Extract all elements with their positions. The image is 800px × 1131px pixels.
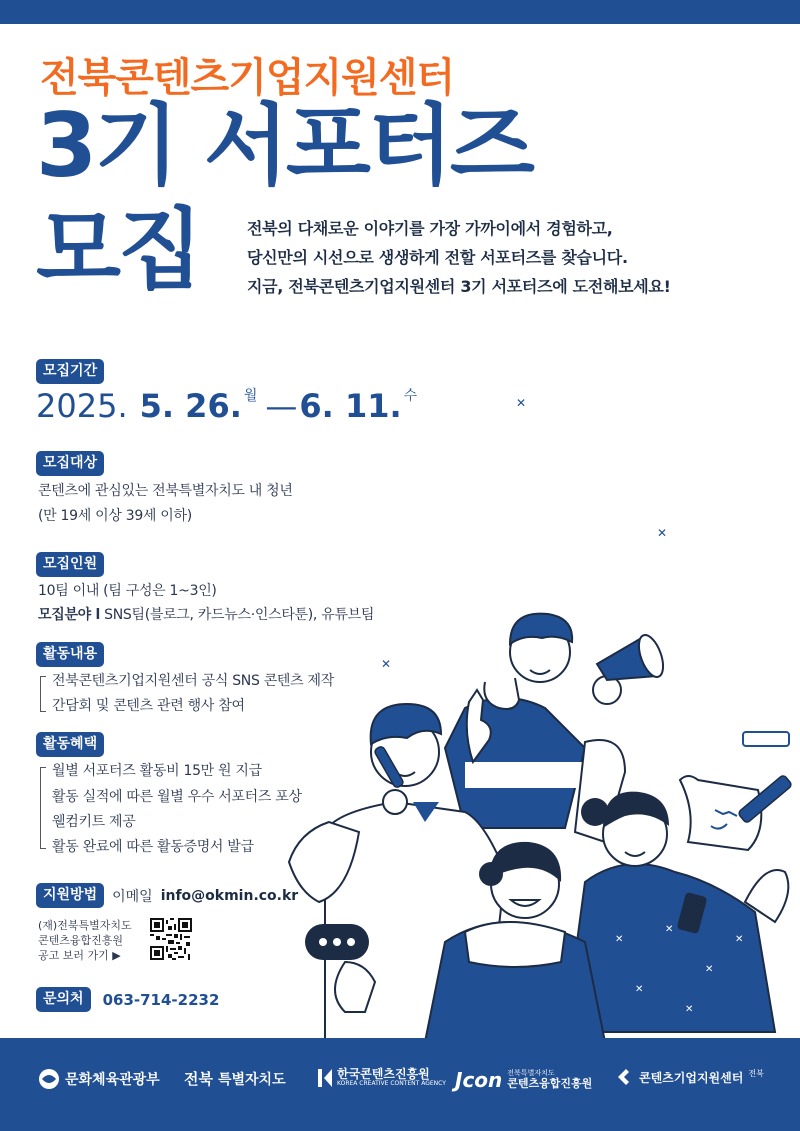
kocca-logo bbox=[318, 1068, 446, 1088]
svg-text:✕: ✕ bbox=[705, 964, 714, 975]
main-title-line2: 모집 bbox=[36, 198, 201, 301]
center-logo-text: 콘텐츠기업지원센터 bbox=[639, 1070, 744, 1085]
qr-caption-line: (재)전북특별자치도 bbox=[38, 919, 132, 932]
period-start: 5. 26. bbox=[139, 387, 242, 425]
recruit-badge: 모집인원 bbox=[36, 552, 104, 577]
activity-badge: 활동내용 bbox=[36, 642, 104, 667]
svg-text:✕: ✕ bbox=[635, 984, 644, 995]
benefit-item: 월별 서포터즈 활동비 15만 원 지급 bbox=[52, 763, 262, 779]
ministry-logo-icon bbox=[38, 1068, 60, 1090]
period-badge: 모집기간 bbox=[36, 359, 104, 384]
mcst-logo-text: 문화체육관광부 bbox=[65, 1072, 160, 1088]
apply-email-link[interactable]: info@okmin.co.kr bbox=[160, 887, 299, 904]
center-logo-icon bbox=[616, 1068, 634, 1086]
jcon-logo-icon: Jcon bbox=[455, 1068, 503, 1092]
svg-text:✕: ✕ bbox=[665, 924, 674, 935]
qr-link[interactable]: 공고 보러 가기 ▶ bbox=[38, 949, 121, 962]
intro-line: 당신만의 시선으로 생생하게 전할 서포터즈를 찾습니다. bbox=[247, 248, 628, 267]
x-mark-icon: ✕ bbox=[516, 396, 527, 410]
svg-text:✕: ✕ bbox=[685, 1004, 694, 1015]
top-bar bbox=[0, 0, 800, 24]
benefit-item: 활동 완료에 따른 활동증명서 발급 bbox=[52, 839, 254, 855]
benefits-bracket bbox=[40, 767, 41, 849]
recruit-period bbox=[36, 385, 417, 425]
activity-item: 간담회 및 콘텐츠 관련 행사 참여 bbox=[52, 698, 245, 714]
period-dash: — bbox=[265, 387, 298, 425]
recruit-count: 10팀 이내 (팀 구성은 1~3인) bbox=[38, 583, 217, 599]
main-title: 3기 서포터즈 bbox=[36, 94, 532, 197]
apply-row bbox=[36, 883, 298, 908]
qr-code-icon[interactable] bbox=[150, 918, 192, 960]
period-end-dow: 수 bbox=[403, 388, 418, 404]
center-logo bbox=[616, 1068, 764, 1086]
jeonbuk-logo bbox=[184, 1068, 286, 1089]
target-line: 콘텐츠에 관심있는 전북특별자치도 내 청년 bbox=[38, 483, 293, 499]
target-line: (만 19세 이상 39세 이하) bbox=[38, 508, 192, 524]
apply-badge: 지원방법 bbox=[36, 883, 104, 908]
contact-row bbox=[36, 987, 219, 1012]
center-logo-sub: 전북 bbox=[748, 1068, 764, 1078]
jcon-logo-small: 전북특별자치도 bbox=[507, 1069, 555, 1078]
mcst-logo bbox=[38, 1068, 160, 1090]
jeonbuk-logo-mark: 전북 bbox=[184, 1070, 213, 1088]
contact-badge: 문의처 bbox=[36, 987, 91, 1012]
supporters-illustration bbox=[285, 612, 800, 1038]
recruit-field-label: 모집분야 l bbox=[38, 607, 100, 623]
apply-method: 이메일 bbox=[112, 888, 153, 905]
jcon-logo-text: 콘텐츠융합진흥원 bbox=[507, 1076, 593, 1090]
intro-text bbox=[247, 214, 787, 301]
contact-phone[interactable]: 063-714-2232 bbox=[102, 990, 220, 1009]
intro-line: 지금, 전북콘텐츠기업지원센터 3기 서포터즈에 도전해보세요! bbox=[247, 277, 671, 296]
qr-caption-line: 콘텐츠융합진흥원 bbox=[38, 934, 124, 947]
kocca-logo-text: 한국콘텐츠진흥원 bbox=[337, 1067, 430, 1081]
period-year: 2025. bbox=[36, 387, 128, 425]
activity-bracket bbox=[40, 676, 41, 712]
x-mark-icon: ✕ bbox=[657, 526, 668, 540]
kocca-logo-sub: KOREA CREATIVE CONTENT AGENCY bbox=[337, 1080, 446, 1088]
benefits-badge: 활동혜택 bbox=[36, 732, 104, 757]
x-mark-icon: ✕ bbox=[381, 657, 392, 671]
benefit-item: 활동 실적에 따른 월별 우수 서포터즈 포상 bbox=[52, 789, 302, 805]
svg-text:✕: ✕ bbox=[615, 934, 624, 945]
kocca-logo-icon bbox=[318, 1069, 332, 1087]
target-badge: 모집대상 bbox=[36, 451, 104, 476]
jeonbuk-logo-text: 특별자치도 bbox=[217, 1071, 286, 1088]
period-start-dow: 월 bbox=[243, 388, 258, 404]
period-end: 6. 11. bbox=[299, 387, 402, 425]
qr-caption bbox=[38, 918, 132, 963]
intro-line: 전북의 다채로운 이야기를 가장 가까이에서 경험하고, bbox=[247, 219, 613, 238]
jcon-logo bbox=[455, 1068, 592, 1092]
activity-item: 전북콘텐츠기업지원센터 공식 SNS 콘텐츠 제작 bbox=[52, 673, 334, 689]
svg-text:✕: ✕ bbox=[735, 934, 744, 945]
benefit-item: 웰컴키트 제공 bbox=[52, 814, 136, 830]
recruit-field-value: SNS팀(블로그, 카드뉴스·인스타툰), 유튜브팀 bbox=[99, 607, 375, 623]
org-title: 전북콘텐츠기업지원센터 bbox=[40, 55, 455, 101]
